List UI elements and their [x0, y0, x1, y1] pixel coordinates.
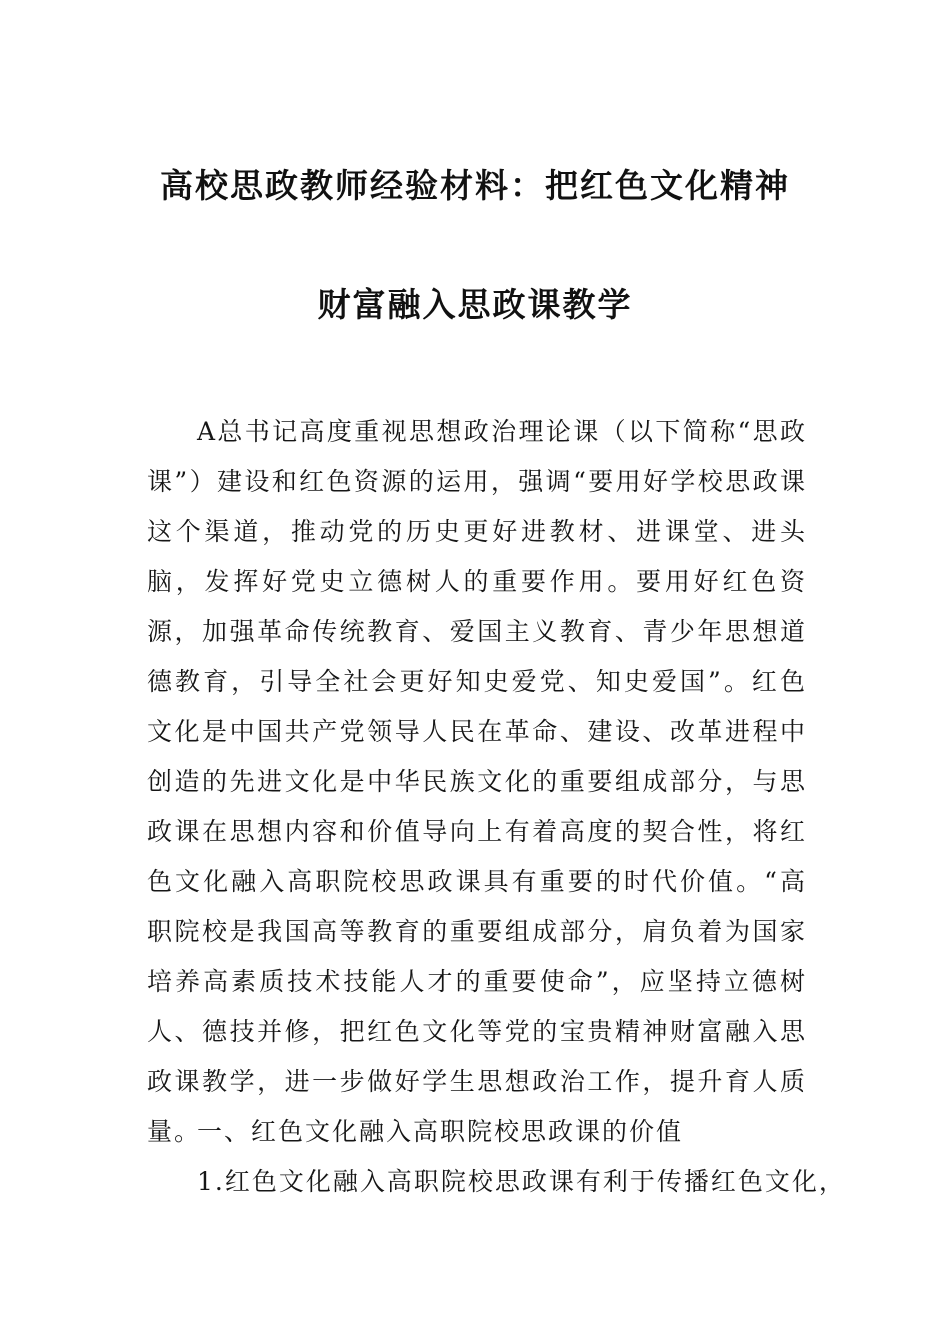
document-title-line-2: 财富融入思政课教学 — [317, 285, 633, 324]
document-title-line-1: 高校思政教师经验材料：把红色文化精神 — [160, 166, 790, 205]
point-1-paragraph: 1.红色文化融入高职院校思政课有利于传播红色文化， — [197, 1167, 846, 1196]
intro-paragraph: A总书记高度重视思想政治理论课（以下简称“思政课”）建设和红色资源的运用，强调“要用好学校思政课这个渠道，推动党的历史更好进教材、进课堂、进头脑，发挥好党史立德树人的重要作用。要用好红色资源，加强革命传统教育、爱国主义教育、青少年思想道德教育，引导全社会更好知史爱党、知史爱国”。红色文化是中国共产党领导人民在革命、建设、改革进程中创造的先进文化是中华民族文化的重要组成部分，与思政课在思想内容和价值导向上有着高度的契合性，将红色文化融入高职院校思政课具有重要的时代价值。“高职院校是我国高等教育的重要组成部分，肩负着为国家培养高素质技术技能人才的重要使命”，应坚持立德树人、德技并修，把红色文化等党的宝贵精神财富融入思政课教学，进一步做好学生思想政治工作，提升育人质量。 — [147, 417, 807, 1146]
section-heading: 一、红色文化融入高职院校思政课的价值 — [197, 1117, 684, 1146]
